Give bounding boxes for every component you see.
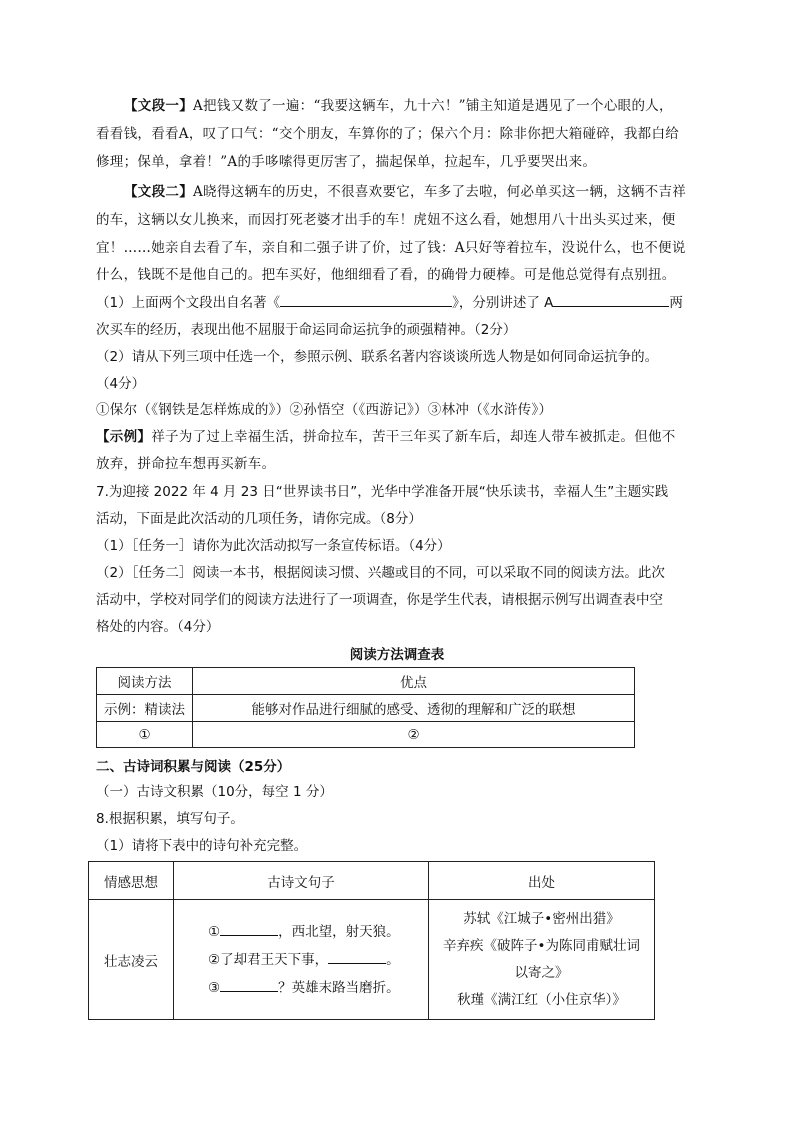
- sentence-1: ① ，西北望，射天狼。: [174, 918, 428, 946]
- task-2-line1: （2）［任务二］阅读一本书，根据阅读习惯、兴趣或目的不同，可以采取不同的阅读方法。此次: [96, 565, 665, 581]
- example-line2: 放弃，拼命拉车想再买新车。: [96, 456, 276, 472]
- sentence-3-blank[interactable]: [220, 977, 278, 992]
- passage2-line3: 宜！……她亲自去看了车，亲自和二强子讲了价，过了钱：A只好等着拉车，没说什么，也不便说: [96, 240, 686, 256]
- source-3: 秋瑾《满江红（小住京华）》: [457, 991, 626, 1008]
- poetry-table: [88, 861, 655, 1020]
- question-2-options: ①保尔（《钢铁是怎样炼成的》）②孙悟空（《西游记》）③林冲（《水浒传》）: [96, 402, 553, 418]
- example-line1: 【示例】祥子为了过上幸福生活，拼命拉车，苦干三年买了新车后，却连人带车被抓走。但他不: [96, 429, 676, 445]
- question-7-line1: 7.为迎接 2022 年 4 月 23 日“世界读书日”，光华中学准备开展“快乐读书，幸福人生”主题实践: [96, 484, 669, 500]
- question-7-line2: 活动，下面是此次活动的几项任务，请你完成。（8分）: [96, 511, 422, 527]
- table-header: 古诗文句子: [174, 862, 429, 900]
- source-2-cont: 以寄之》: [514, 964, 569, 981]
- sentence-3: ③ ？英雄末路当磨折。: [174, 974, 428, 1002]
- table-row: [89, 900, 655, 1020]
- table-row: [97, 722, 635, 748]
- section-2-heading: 二、古诗词积累与阅读（25分）: [96, 759, 291, 775]
- answer-cell-2[interactable]: ②: [193, 722, 635, 748]
- table-header: 情感思想: [89, 862, 174, 900]
- sources-cell: [429, 900, 655, 1020]
- survey-table: [96, 667, 635, 748]
- task-1: （1）［任务一］请你为此次活动拟写一条宣传标语。（4分）: [96, 538, 451, 554]
- passage1-line1: 【文段一】A把钱又数了一遍：“我要这辆车，九十六！”铺主知道是遇见了一个心眼的人，: [124, 98, 673, 114]
- table-row: [97, 695, 635, 722]
- passage2-line4: 什么，钱既不是他自己的。把车买好，他细细看了看，的确骨力硬棒。可是他总觉得有点别扭。: [96, 267, 676, 283]
- source-2: 辛弃疾《破阵子•为陈同甫赋壮词: [443, 937, 640, 954]
- passage2-line1: 【文段二】A晓得这辆车的历史，不很喜欢要它，车多了去啦，何必单买这一辆，这辆不吉祥: [124, 184, 687, 200]
- book-title-blank[interactable]: [280, 292, 452, 307]
- table-cell: 能够对作品进行细腻的感受、透彻的理解和广泛的联想: [193, 695, 635, 722]
- passage1-line2: 看看钱，看看A，叹了口气：“交个朋友，车算你的了；保六个月：除非你把大箱碰碎，我都白给: [96, 126, 680, 142]
- passage1-line3: 修理；保单，拿着！”A的手哆嗦得更厉害了，揣起保单，拉起车，几乎要哭出来。: [96, 154, 597, 170]
- question-8-part-1: （1）请将下表中的诗句补充完整。: [96, 838, 308, 854]
- table-header-row: [97, 668, 635, 695]
- emotion-cell: 壮志凌云: [89, 900, 174, 1020]
- table-header-row: [89, 862, 655, 900]
- survey-table-title: 阅读方法调查表: [349, 647, 445, 663]
- sentence-1-blank[interactable]: [220, 921, 278, 936]
- task-2-line2: 活动中，学校对同学们的阅读方法进行了一项调查，你是学生代表，请根据示例写出调查表中空: [96, 592, 663, 608]
- table-header: 出处: [429, 862, 655, 900]
- task-2-line3: 格处的内容。（4分）: [96, 619, 220, 635]
- question-1-line2: 次买车的经历，表现出他不屈服于命运同命运抗争的顽强精神。（2分）: [96, 322, 517, 338]
- table-cell: 示例：精读法: [97, 695, 193, 722]
- passage2-line2: 的车，这辆以女儿换来，而因打死老婆才出手的车！虎妞不这么看，她想用八十出头买过来，便: [96, 212, 676, 228]
- example-label: 【示例】: [96, 429, 152, 445]
- answer-cell-1[interactable]: ①: [97, 722, 193, 748]
- sentence-2: ②了却君王天下事， 。: [174, 946, 428, 974]
- question-2-line1: （2）请从下列三项中任选一个，参照示例、联系名著内容谈谈所选人物是如何同命运抗争的。: [96, 349, 659, 365]
- question-8: 8.根据积累，填写句子。: [96, 811, 244, 827]
- section-2-subheading: （一）古诗文积累（10分，每空 1 分）: [96, 784, 333, 800]
- source-1: 苏轼《江城子•密州出猎》: [463, 910, 620, 927]
- question-1-line1: （1）上面两个文段出自名著《 》，分别讲述了 A 两: [96, 291, 683, 311]
- passage2-label: 【文段二】: [124, 184, 193, 200]
- table-header: 优点: [193, 668, 635, 695]
- question-2-line2: （4分）: [96, 376, 146, 392]
- table-header: 阅读方法: [97, 668, 193, 695]
- sentences-cell: [174, 900, 429, 1020]
- character-name-blank[interactable]: [553, 292, 669, 307]
- sentence-2-blank[interactable]: [328, 949, 386, 964]
- passage1-label: 【文段一】: [124, 98, 193, 114]
